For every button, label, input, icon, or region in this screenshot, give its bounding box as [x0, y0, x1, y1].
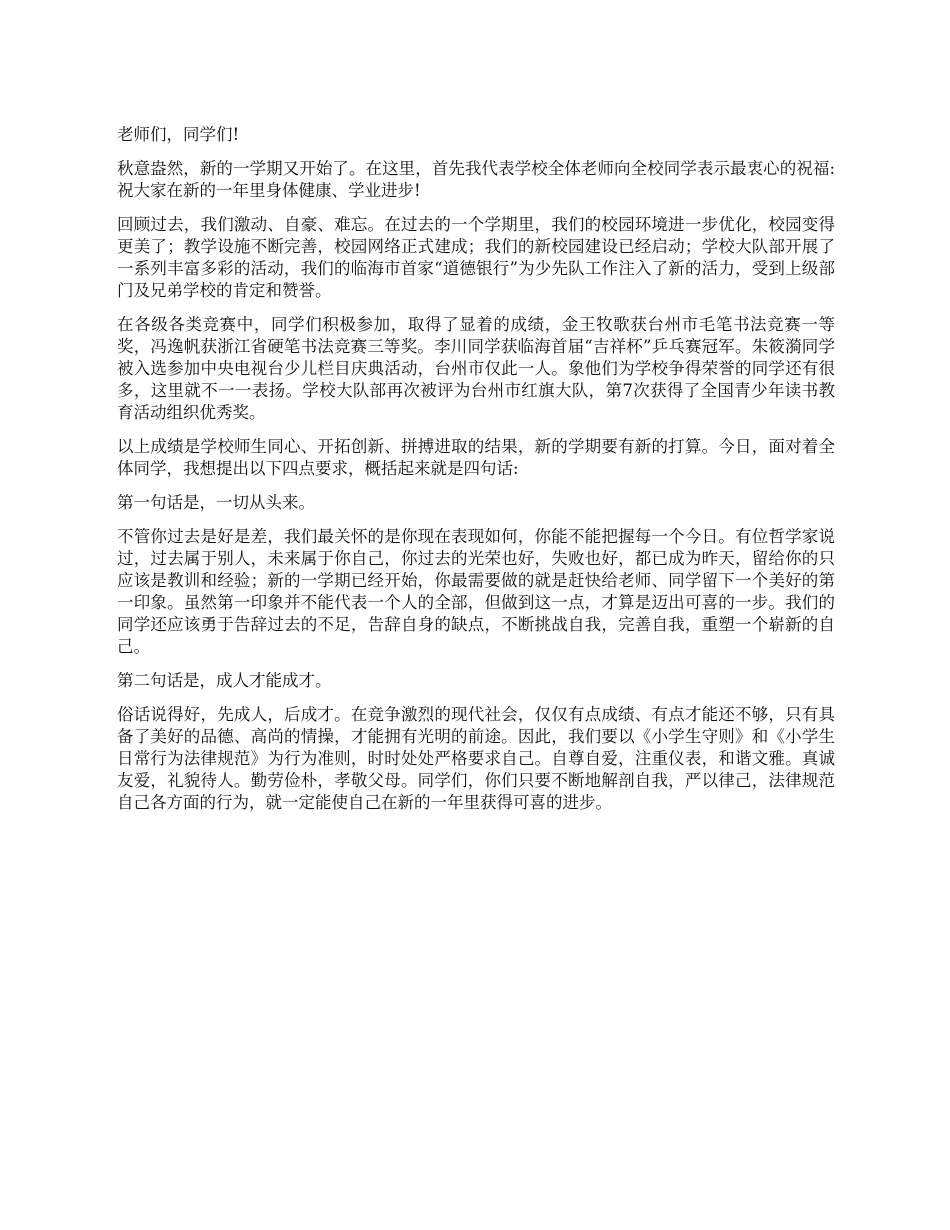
paragraph-second-point: 第二句话是，成人才能成才。	[117, 671, 332, 690]
paragraph-requirements-intro: 以上成绩是学校师生同心、开拓创新、拼搏进取的结果，新的学期要有新的打算。今日，面对着全体同学，我想提出以下四点要求，概括起来就是四句话:	[117, 437, 835, 478]
paragraph-opening: 秋意盎然，新的一学期又开始了。在这里，首先我代表学校全体老师向全校同学表示最衷心的祝福:祝大家在新的一年里身体健康、学业进步!	[117, 159, 835, 200]
paragraph-first-point-body: 不管你过去是好是差，我们最关怀的是你现在表现如何，你能不能把握每一个今日。有位哲学家说过，过去属于别人，未来属于你自己，你过去的光荣也好，失败也好，都已成为昨天，留给你的只应该是教训和经验；新的一学期已经开始，你最需要做的就是赶快给老师、同学留下一个美好的第一印象。虽然第一印象并不能代表一个人的全部，但做到这一点，才算是迈出可喜的一步。我们的同学还应该勇于告辞过去的不足，告辞自身的缺点，不断挑战自我，完善自我，重塑一个崭新的自己。	[117, 527, 835, 656]
paragraph-greeting: 老师们，同学们!	[117, 125, 240, 144]
paragraph-second-point-body: 俗话说得好，先成人，后成才。在竞争激烈的现代社会，仅仅有点成绩、有点才能还不够，只有具备了美好的品德、高尚的情操，才能拥有光明的前途。因此，我们要以《小学生守则》和《小学生日常行为法律规范》为行为准则，时时处处严格要求自己。自尊自爱，注重仪表，和谐文雅。真诚友爱，礼貌待人。勤劳俭朴，孝敬父母。同学们，你们只要不断地解剖自我，严以律己，法律规范自己各方面的行为，就一定能使自己在新的一年里获得可喜的进步。	[117, 705, 835, 812]
paragraph-review: 回顾过去，我们激动、自豪、难忘。在过去的一个学期里，我们的校园环境进一步优化，校园变得更美了；教学设施不断完善，校园网络正式建成；我们的新校园建设已经启动；学校大队部开展了一系列丰富多彩的活动，我们的临海市首家“道德银行”为少先队工作注入了新的活力，受到上级部门及兄弟学校的肯定和赞誉。	[117, 215, 835, 300]
document-body	[117, 124, 835, 826]
paragraph-first-point: 第一句话是，一切从头来。	[117, 493, 315, 512]
paragraph-achievements: 在各级各类竞赛中，同学们积极参加，取得了显着的成绩，金王牧歌获台州市毛笔书法竞赛一等奖，冯逸帆获浙江省硬笔书法竞赛三等奖。李川同学获临海首届“吉祥杯”乒乓赛冠军。朱筱漪同学被入选参加中央电视台少儿栏目庆典活动，台州市仅此一人。象他们为学校争得荣誉的同学还有很多，这里就不一一表扬。学校大队部再次被评为台州市红旗大队，第7次获得了全国青少年读书教育活动组织优秀奖。	[117, 315, 835, 422]
